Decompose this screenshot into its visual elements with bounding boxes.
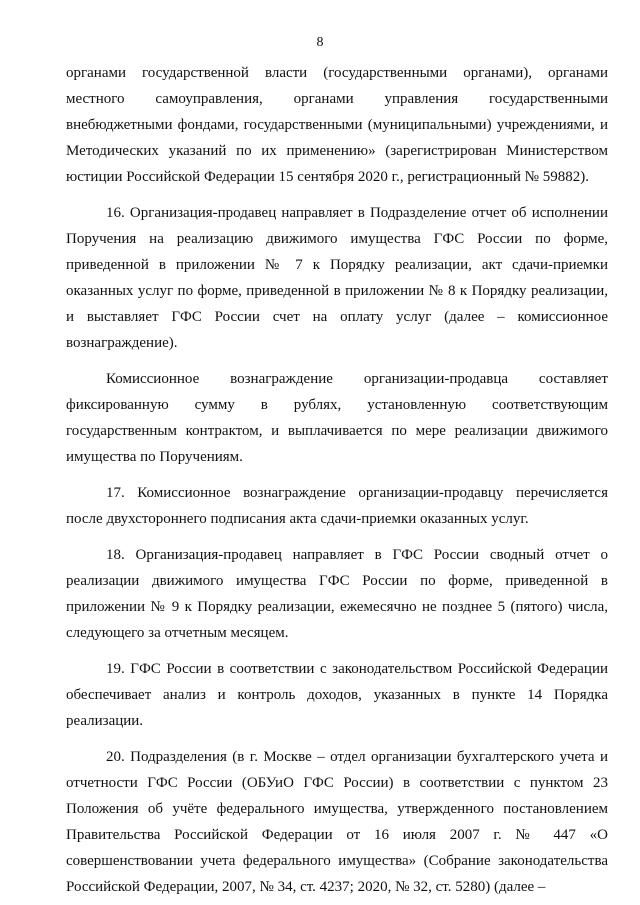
paragraph-19: 19. ГФС России в соответствии с законодательством Российской Федерации обеспечивает анализ и контроль доходов, указанных в пункте 14 Порядка реализации. [66, 661, 608, 729]
paragraph-18: 18. Организация-продавец направляет в ГФС России сводный отчет о реализации движимого имущества ГФС России по форме, приведенной в приложении № 9 к Порядку реализации, ежемесячно не позднее 5 (пятого) числа, следующего за отчетным месяцем. [66, 547, 608, 641]
document-body [66, 60, 608, 900]
page-number: 8 [316, 35, 324, 50]
paragraph-17: 17. Комиссионное вознаграждение организации-продавцу перечисляется после двухстороннего подписания акта сдачи-приемки оказанных услуг. [66, 485, 608, 527]
paragraph-commission: Комиссионное вознаграждение организации-продавца составляет фиксированную сумму в рублях, установленную соответствующим государственным контрактом, и выплачивается по мере реализации движимого имущества по Поручениям. [66, 371, 608, 465]
paragraph-continuation: органами государственной власти (государственными органами), органами местного самоуправления, органами управления государственными внебюджетными фондами, государственными (муниципальными) учреждениями, и Методических указаний по их применению» (зарегистрирован Министерством юстиции Российской Федерации 15 сентября 2020 г., регистрационный № 59882). [66, 65, 608, 185]
paragraph-20: 20. Подразделения (в г. Москве – отдел организации бухгалтерского учета и отчетности ГФС России (ОБУиО ГФС России) в соответствии с пунктом 23 Положения об учёте федерального имущества, утвержденного постановлением Правительства Российской Федерации от 16 июля 2007 г. № 447 «О совершенствовании учета федерального имущества» (Собрание законодательства Российской Федерации, 2007, № 34, ст. 4237; 2020, № 32, ст. 5280) (далее – [66, 749, 608, 895]
paragraph-16: 16. Организация-продавец направляет в Подразделение отчет об исполнении Поручения на реализацию движимого имущества ГФС России по форме, приведенной в приложении № 7 к Порядку реализации, акт сдачи-приемки оказанных услуг по форме, приведенной в приложении № 8 к Порядку реализации, и выставляет ГФС России счет на оплату услуг (далее – комиссионное вознаграждение). [66, 205, 608, 351]
